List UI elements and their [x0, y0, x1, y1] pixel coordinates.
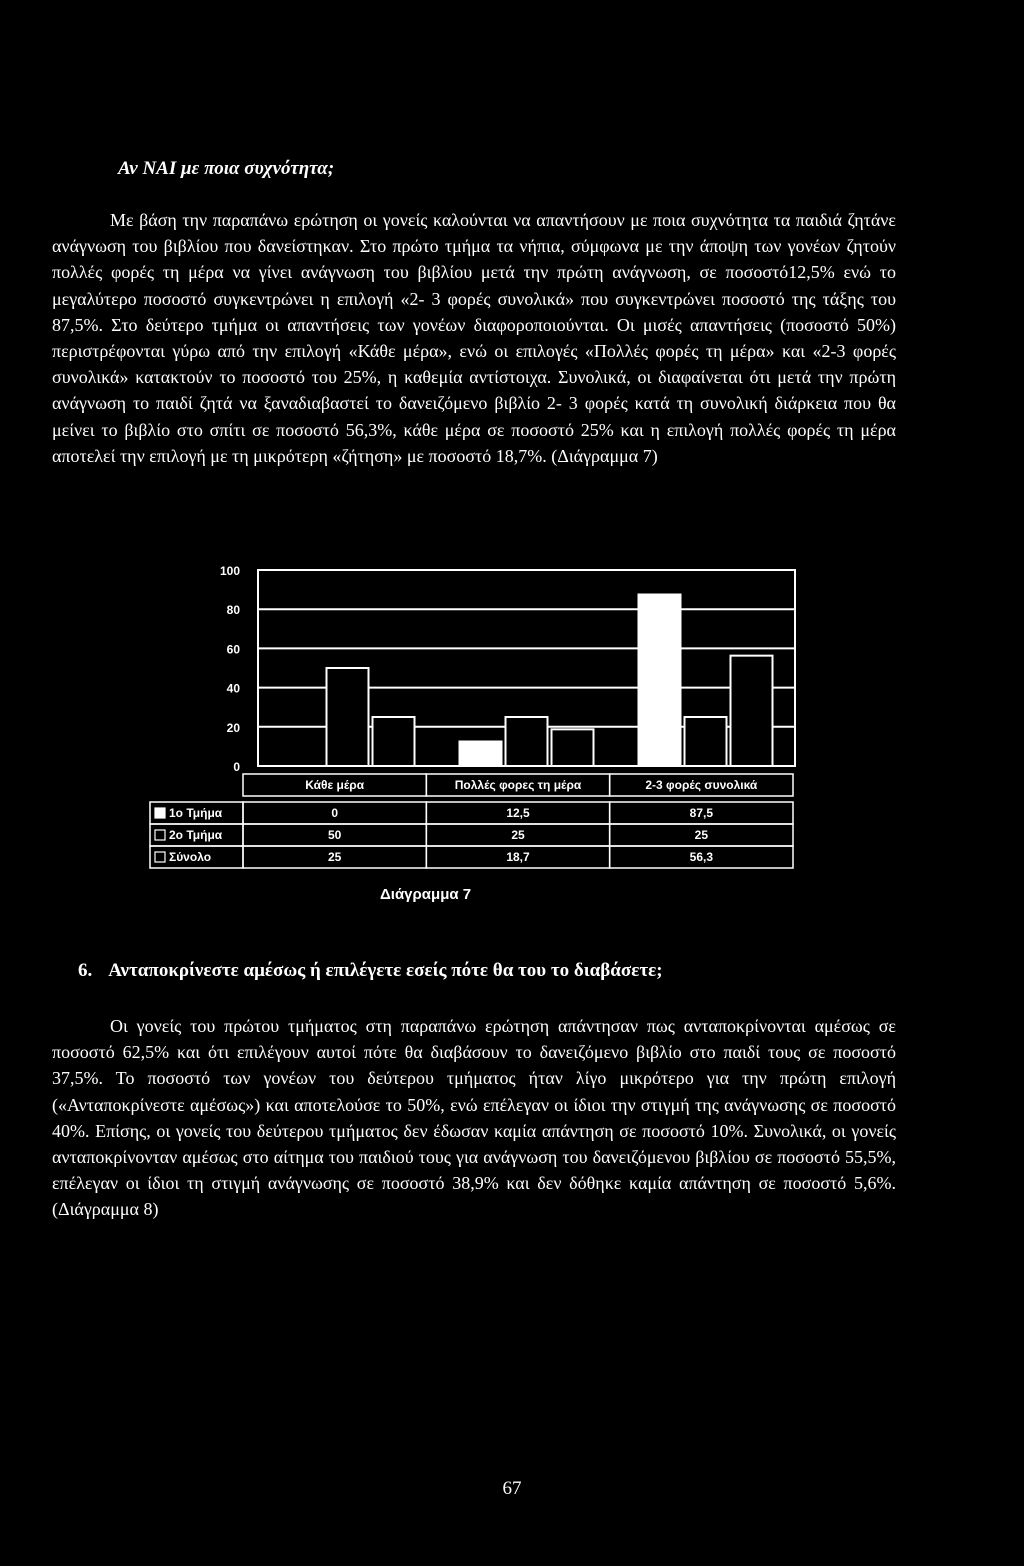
bar	[731, 656, 773, 766]
data-label: 25	[511, 828, 525, 842]
y-tick-label: 60	[226, 642, 240, 657]
category-label: Πολλές φορες τη μέρα	[454, 778, 582, 792]
question-heading	[78, 960, 663, 982]
y-tick-label: 0	[233, 760, 240, 774]
bar	[639, 595, 681, 767]
legend-label: 1ο Τμήμα	[169, 806, 223, 820]
paragraph-1: Με βάση την παραπάνω ερώτηση οι γονείς καλούνται να απαντήσουν με ποια συχνότητα τα παιδιά ζητάνε ανάγνωση του βιβλίου που δανείστηκαν. Στο πρώτο τμήμα τα νήπια, σύμφωνα με την άποψη των γονέων ζητούν πολλές φορές τη μέρα να γίνει ανάγνωση του βιβλίου μετά την πρώτη ανάγνωση, σε ποσοστό12,5% ενώ το μεγαλύτερο ποσοστό συγκεντρώνει η επιλογή «2- 3 φορές συνολικά» που συγκεντρώνει ποσοστό της τάξης του 87,5%. Στο δεύτερο τμήμα οι απαντήσεις των γονέων διαφοροποιούνται. Οι μισές απαντήσεις (ποσοστό 50%) περιστρέφονται γύρω από την επιλογή «Κάθε μέρα», ενώ οι επιλογές «Πολλές φορές τη μέρα» και «2-3 φορές συνολικά» κατακτούν το ποσοστό του 25%, η καθεμία αντίστοιχα. Συνολικά, οι διαφαίνεται ότι μετά την πρώτη ανάγνωση το παιδί ζητά να ξαναδιαβαστεί το δανειζόμενο βιβλίο 2- 3 φορές κατά τη συνολική διάρκεια που θα μείνει το βιβλίο στο σπίτι σε ποσοστό 56,3%, κάθε μέρα σε ποσοστό 25% και η επιλογή πολλές φορές τη μέρα αποτελεί την επιλογή με τη μικρότερη «ζήτηση» με ποσοστό 18,7%. (Διάγραμμα 7)	[52, 210, 896, 466]
legend-label: Σύνολο	[169, 850, 212, 864]
y-tick-label: 80	[226, 603, 240, 618]
data-label: 25	[327, 850, 342, 864]
bar	[685, 717, 727, 766]
y-tick-label: 40	[226, 681, 240, 696]
data-label: 18,7	[506, 850, 530, 864]
section-number: 6.	[78, 960, 93, 981]
legend-label: 2ο Τμήμα	[169, 828, 223, 842]
bar	[327, 668, 369, 766]
category-label: Κάθε μέρα	[305, 778, 365, 792]
bar	[552, 729, 594, 766]
data-label: 0	[331, 806, 339, 820]
chart-caption: Διάγραμμα 7	[380, 886, 472, 903]
legend-swatch	[155, 830, 165, 840]
section-heading: Αν ΝΑΙ με ποια συχνότητα;	[118, 158, 335, 179]
y-tick-label: 20	[226, 720, 240, 735]
data-label: 12,5	[506, 806, 530, 820]
legend-swatch	[155, 808, 165, 818]
page-number: 67	[502, 1478, 522, 1499]
data-label: 25	[694, 828, 709, 842]
y-tick-label: 100	[219, 564, 240, 578]
bar	[373, 717, 415, 766]
data-label: 87,5	[689, 806, 714, 820]
data-label: 56,3	[689, 850, 714, 864]
data-label: 50	[327, 828, 342, 842]
bar-chart	[0, 560, 1024, 890]
paragraph-2: Οι γονείς του πρώτου τμήματος στη παραπάνω ερώτηση απάντησαν πως ανταποκρίνονται αμέσως σε ποσοστό 62,5% και ότι επιλέγουν αυτοί πότε θα διαβάσουν το δανειζόμενο βιβλίο στο παιδί τους σε ποσοστό 37,5%. Το ποσοστό των γονέων του δεύτερου τμήματος ήταν λίγο μικρότερο για την πρώτη επιλογή («Ανταποκρίνεστε αμέσως») και αποτελούσε το 50%, ενώ επέλεγαν οι ίδιοι την στιγμή της ανάγνωσης σε ποσοστό 40%. Επίσης, οι γονείς του δεύτερου τμήματος δεν έδωσαν καμία απάντηση σε ποσοστό 10%. Συνολικά, οι γονείς ανταποκρίνονταν αμέσως στο αίτημα του παιδιού τους για ανάγνωση του δανειζόμενου βιβλίου σε ποσοστό 55,5%, επέλεγαν οι ίδιοι τη στιγμή ανάγνωσης σε ποσοστό 38,9% και δεν δόθηκε καμία απάντηση σε ποσοστό 5,6%. (Διάγραμμα 8)	[52, 1016, 896, 1220]
category-label: 2-3 φορές συνολικά	[645, 778, 758, 792]
bar	[460, 742, 502, 767]
bar	[506, 717, 548, 766]
question-text: Ανταποκρίνεστε αμέσως ή επιλέγετε εσείς πότε θα του το διαβάσετε;	[108, 960, 663, 981]
legend-swatch	[155, 852, 165, 862]
